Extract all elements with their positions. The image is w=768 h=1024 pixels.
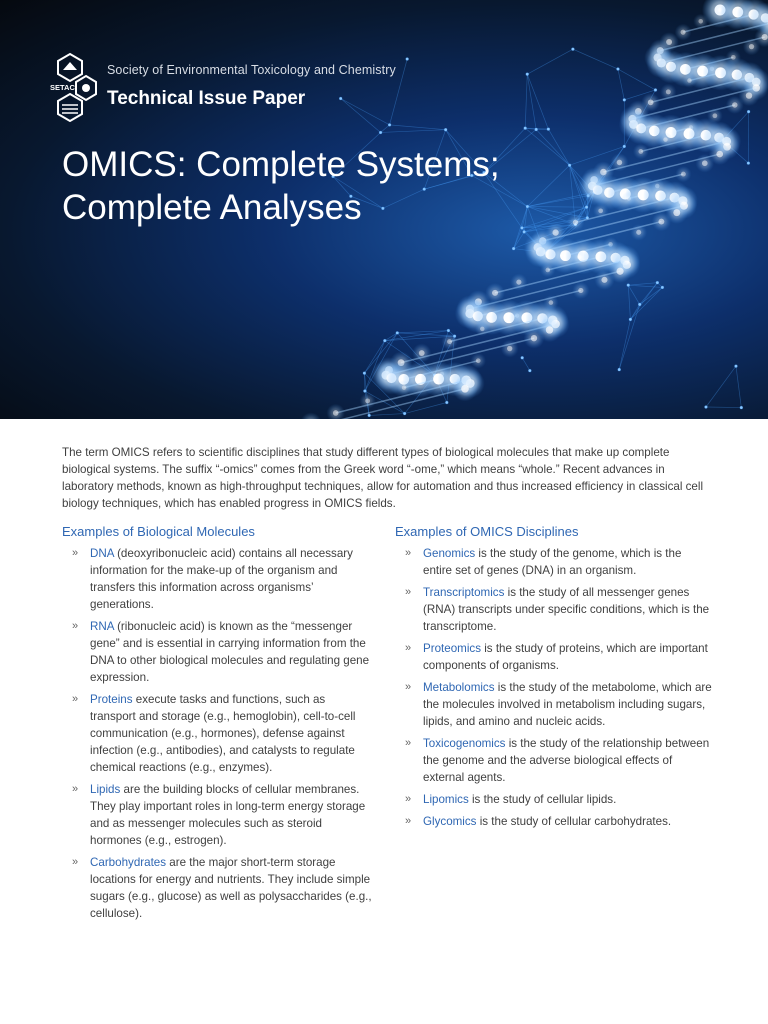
disciplines-list (395, 545, 713, 830)
list-item (62, 691, 372, 776)
term-description: is the study of all messenger genes (RNA) transcripts under specific conditions, which is the transcriptome. (423, 586, 710, 633)
molecules-heading: Examples of Biological Molecules (62, 524, 255, 539)
term-label: RNA (90, 620, 114, 633)
list-item (62, 545, 372, 613)
list-item (395, 584, 713, 635)
page-title (62, 143, 622, 229)
bullet-icon: » (72, 856, 79, 868)
term-description: are the building blocks of cellular membranes. They play important roles in long-term energy storage and as messenger molecules such as steroid hormones (e.g., estrogen). (90, 783, 366, 847)
bullet-icon: » (405, 547, 412, 559)
list-item (395, 791, 713, 808)
setac-logo (50, 52, 98, 122)
title-line-2: Complete Analyses (62, 188, 362, 227)
list-item (395, 545, 713, 579)
list-item (62, 781, 372, 849)
hero-banner (0, 0, 768, 419)
logo-text: SETAC (50, 83, 75, 92)
bullet-icon: » (405, 681, 412, 693)
bullet-icon: » (72, 693, 79, 705)
organization-name: Society of Environmental Toxicology and Chemistry (107, 63, 396, 77)
paper-type-label: Technical Issue Paper (107, 88, 306, 109)
bullet-icon: » (405, 793, 412, 805)
bullet-icon: » (405, 815, 412, 827)
term-label: Transcriptomics (423, 586, 505, 599)
list-item (62, 618, 372, 686)
term-description: is the study of the relationship between the genome and the adverse biological effects of external agents. (423, 737, 710, 784)
molecules-column (62, 524, 372, 927)
term-label: Glycomics (423, 815, 477, 828)
bullet-icon: » (405, 642, 412, 654)
term-label: Lipids (90, 783, 121, 796)
list-item (62, 854, 372, 922)
bullet-icon: » (405, 586, 412, 598)
list-item (395, 813, 713, 830)
bullet-icon: » (72, 783, 79, 795)
bullet-icon: » (72, 620, 79, 632)
term-description: are the major short-term storage locations for energy and nutrients. They include simple sugars (e.g., glucose) as well as polysaccharides (e.g., cellulose). (90, 856, 372, 920)
disciplines-heading: Examples of OMICS Disciplines (395, 524, 579, 539)
list-item (395, 679, 713, 730)
term-description: is the study of cellular carbohydrates. (476, 815, 672, 828)
term-description: is the study of cellular lipids. (468, 793, 617, 806)
term-label: Lipomics (423, 793, 469, 806)
term-label: Carbohydrates (90, 856, 167, 869)
term-description: is the study of the metabolome, which are the molecules involved in metabolism including sugars, lipids, and amino and nucleic acids. (423, 681, 712, 728)
term-label: Proteins (90, 693, 133, 706)
bullet-icon: » (405, 737, 412, 749)
term-description: execute tasks and functions, such as transport and storage (e.g., hemoglobin), cell-to-cell communication (e.g., hormones), defense against infection (e.g., antibodies), and catalysts to regulate chemical reactions (e.g., enzymes). (90, 693, 356, 774)
term-label: Metabolomics (423, 681, 495, 694)
list-item (395, 640, 713, 674)
molecules-list (62, 545, 372, 922)
term-label: Genomics (423, 547, 476, 560)
term-label: DNA (90, 547, 114, 560)
term-description: is the study of proteins, which are important components of organisms. (423, 642, 708, 672)
term-description: (deoxyribonucleic acid) contains all necessary information for the make-up of the organism and transfers this information across organisms’ generations. (90, 547, 353, 611)
bullet-icon: » (72, 547, 79, 559)
intro-paragraph: The term OMICS refers to scientific disciplines that study different types of biological molecules that make up complete biological systems. The suffix “-omics” comes from the Greek word “-ome,” which means “whole.” Recent advances in laboratory methods, known as high-throughput techniques, allow for automation and thus increased efficiency in classical cell biology techniques, which has enabled progress in OMICS fields. (62, 446, 704, 510)
term-description: is the study of the genome, which is the entire set of genes (DNA) in an organism. (423, 547, 682, 577)
list-item (395, 735, 713, 786)
disciplines-column (395, 524, 713, 835)
title-line-1: OMICS: Complete Systems; (62, 145, 500, 184)
term-description: (ribonucleic acid) is known as the “messenger gene” and is essential in carrying information from the DNA to other biological molecules and regulating gene expression. (90, 620, 370, 684)
term-label: Toxicogenomics (423, 737, 506, 750)
term-label: Proteomics (423, 642, 481, 655)
